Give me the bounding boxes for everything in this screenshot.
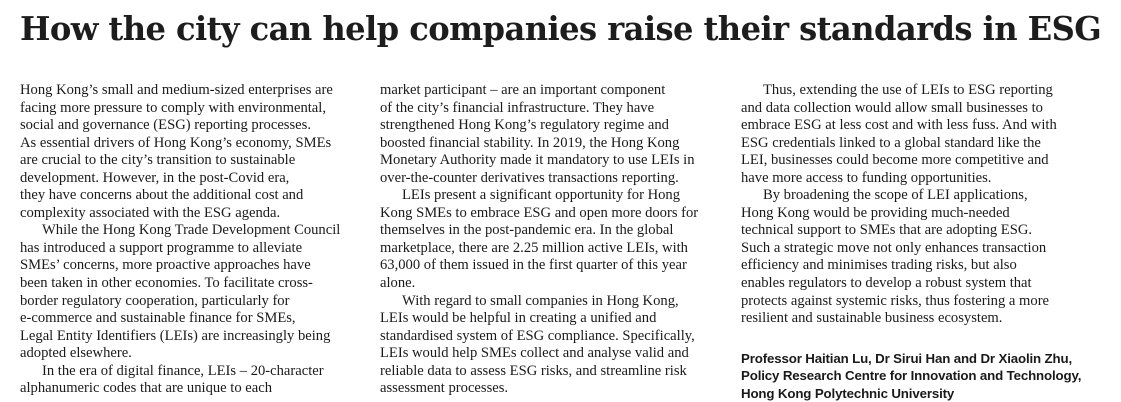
article-line: strengthened Hong Kong’s regulatory regime and (380, 117, 669, 134)
article-line: alone. (380, 275, 416, 292)
article-line: Such a strategic move not only enhances transaction (741, 239, 1047, 256)
article-line: Hong Kong’s small and medium-sized enterprises are (20, 82, 333, 98)
article-line: efficiency and minimises trading risks, but also (741, 257, 1017, 274)
article-line: As essential drivers of Hong Kong’s economy, SMEs (20, 134, 332, 151)
article-line: LEIs present a significant opportunity for Hong (402, 187, 681, 204)
article-line: protects against systemic risks, thus fostering a more (741, 292, 1050, 309)
article-line: Legal Entity Identifiers (LEIs) are increasingly being (20, 327, 331, 344)
article-line: LEIs would help SMEs collect and analyse valid and (380, 345, 689, 362)
article-line: Hong Kong would be providing much-needed (741, 204, 1010, 221)
article-column-1 (20, 82, 368, 398)
article-line: been taken in other economies. To facilitate cross- (20, 275, 313, 292)
article-line: boosted financial stability. In 2019, the Hong Kong (380, 134, 680, 151)
article-line: border regulatory cooperation, particularly for (20, 292, 290, 309)
article-line: LEI, businesses could become more competitive and (741, 152, 1049, 169)
article-line: enables regulators to develop a robust system that (741, 275, 1032, 292)
article-line: over-the-counter derivatives transactions reporting. (380, 169, 679, 186)
byline-line: Policy Research Centre for Innovation and Technology, (741, 368, 1082, 384)
article-line: have more access to funding opportunities. (741, 169, 992, 186)
article-line: market participant – are an important component (380, 82, 666, 98)
article-line: LEIs would be helpful in creating a unified and (380, 310, 657, 327)
article-line: has introduced a support programme to alleviate (20, 239, 303, 256)
article-line: and data collection would allow small businesses to (741, 99, 1043, 116)
article-line: themselves in the post-pandemic era. In the global (380, 222, 674, 239)
article-line: Monetary Authority made it mandatory to use LEIs in (380, 152, 695, 169)
article-line: facing more pressure to comply with environmental, (20, 99, 326, 116)
byline-line: Professor Haitian Lu, Dr Sirui Han and Dr Xiaolin Zhu, (741, 350, 1073, 366)
article-line: In the era of digital finance, LEIs – 20-character (42, 362, 324, 379)
byline-line: Hong Kong Polytechnic University (741, 385, 955, 401)
article-headline: How the city can help companies raise their standards in ESG (20, 9, 1102, 48)
article-line: SMEs’ concerns, more proactive approaches have (20, 257, 311, 274)
article-line: technical support to SMEs that are adopting ESG. (741, 222, 1033, 239)
article-line: By broadening the scope of LEI applications, (763, 187, 1028, 204)
article-line: development. However, in the post-Covid era, (20, 169, 290, 186)
article-line: e-commerce and sustainable finance for SMEs, (20, 310, 296, 327)
article-line: assessment processes. (380, 380, 509, 397)
article-line: adopted elsewhere. (20, 345, 132, 362)
article-line: reliable data to assess ESG risks, and streamline risk (380, 362, 687, 379)
article-line: social and governance (ESG) reporting processes. (20, 117, 311, 134)
article-line: of the city’s financial infrastructure. They have (380, 99, 655, 116)
article-column-3 (741, 82, 1087, 402)
article-line: While the Hong Kong Trade Development Council (42, 222, 341, 239)
article-column-2 (380, 82, 728, 398)
article-line: Thus, extending the use of LEIs to ESG reporting (763, 82, 1053, 98)
article-line: resilient and sustainable business ecosystem. (741, 310, 1003, 327)
article-line: ESG credentials linked to a global standard like the (741, 134, 1041, 151)
author-byline (741, 350, 1087, 402)
article-line: 63,000 of them issued in the first quarter of this year (380, 257, 687, 274)
article-line: are crucial to the city’s transition to sustainable (20, 152, 296, 169)
article-column-3-body (741, 82, 1087, 328)
article-line: With regard to small companies in Hong Kong, (402, 292, 679, 309)
article-line: standardised system of ESG compliance. Specifically, (380, 327, 695, 344)
article-line: embrace ESG at less cost and with less fuss. And with (741, 117, 1057, 134)
article-line: they have concerns about the additional cost and (20, 187, 304, 204)
article-line: complexity associated with the ESG agenda. (20, 204, 281, 221)
article-line: marketplace, there are 2.25 million active LEIs, with (380, 239, 688, 256)
article-line: alphanumeric codes that are unique to each (20, 380, 273, 397)
article-line: Kong SMEs to embrace ESG and open more doors for (380, 204, 699, 221)
